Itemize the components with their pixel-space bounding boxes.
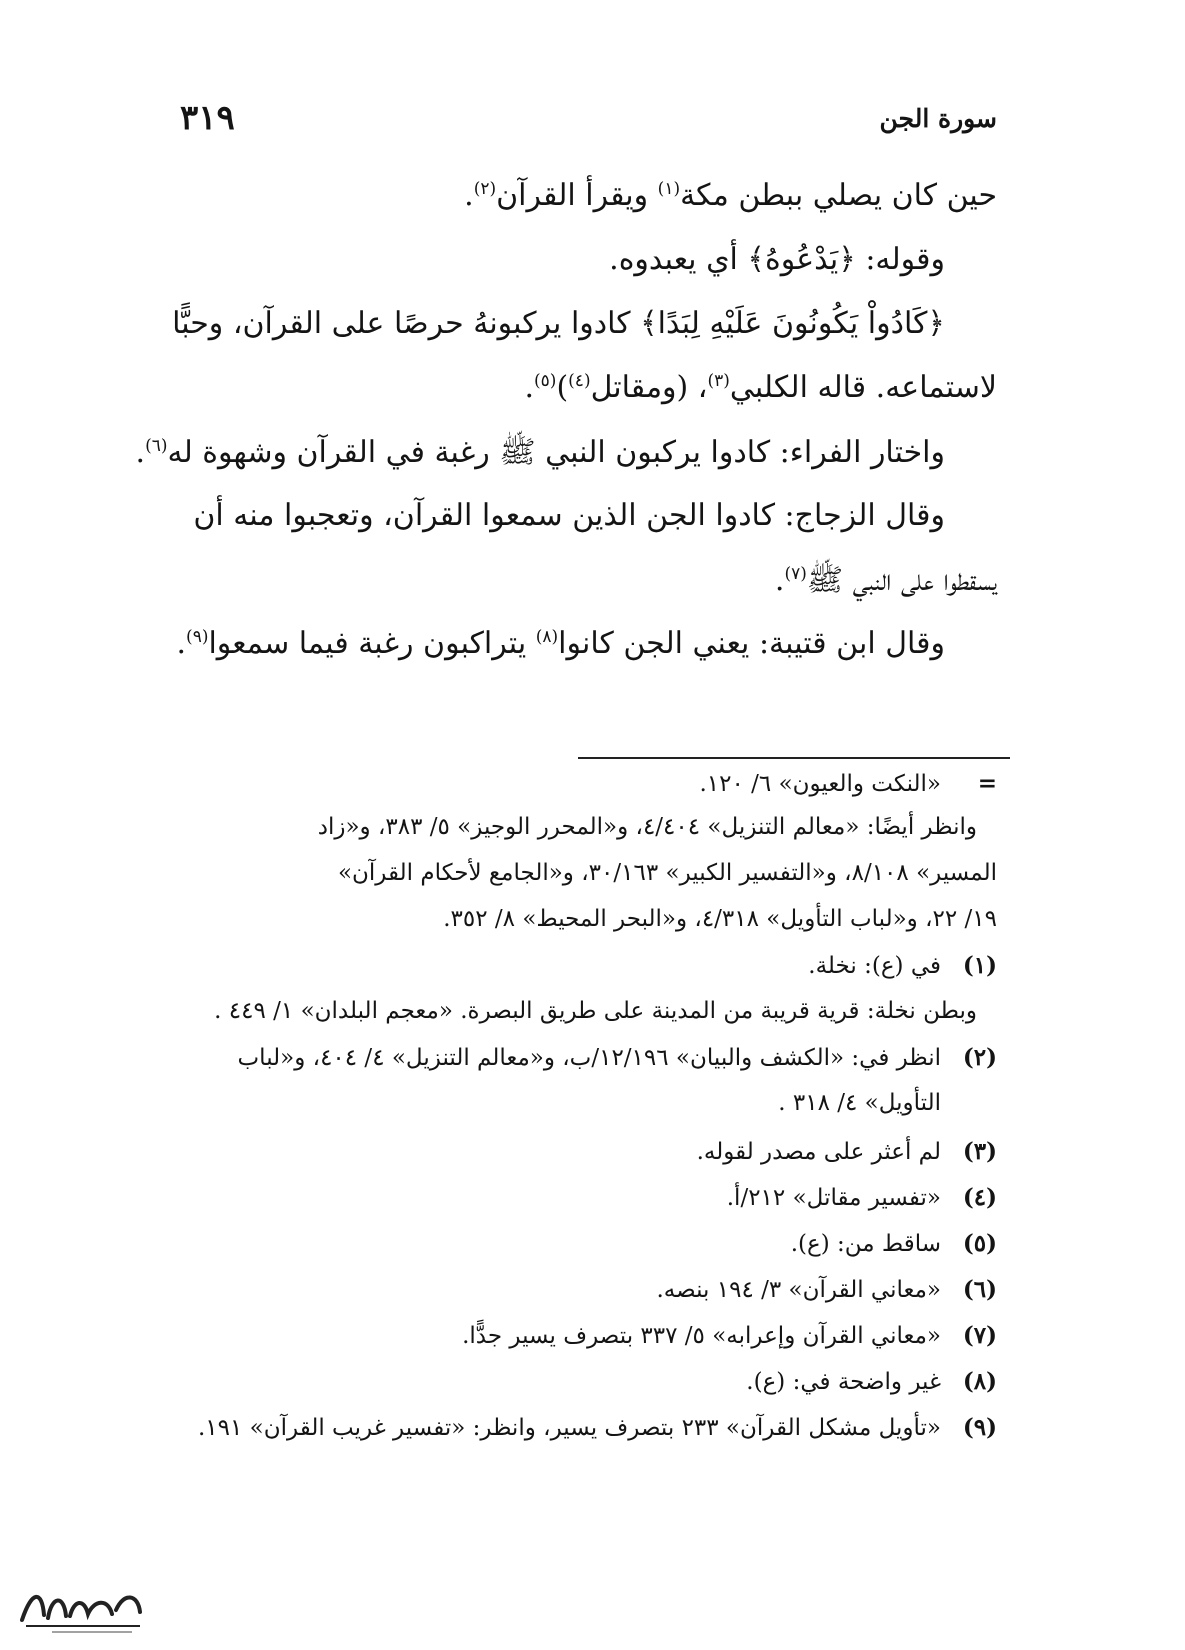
page-number: ٣١٩ [180, 98, 235, 138]
footnote-number: (١) [962, 952, 997, 979]
footnote-number: (٣) [962, 1138, 997, 1165]
footnote-number: (٤) [962, 1184, 997, 1211]
footnote-continuation: =«النكت والعيون» ٦/ ١٢٠. [699, 770, 997, 797]
page-header [180, 98, 997, 148]
footnote-ref[interactable]: (٧) [784, 564, 807, 584]
footnote-ref[interactable]: (٥) [534, 371, 557, 391]
footnote: (٩)«تأويل مشكل القرآن» ٢٣٣ بتصرف يسير، وانظر: «تفسير غريب القرآن» ١٩١. [197, 1414, 997, 1441]
footnote-number: (٩) [962, 1414, 997, 1441]
footnote: (٤)«تفسير مقاتل» ٢١٢/أ. [726, 1184, 997, 1211]
text-line: يسقطوا على النبي ﷺ$^{(٧)}$. [774, 563, 997, 598]
text-line: وقال الزجاج: كادوا الجن الذين سمعوا القرآن، وتعجبوا منه أن [193, 498, 945, 533]
footnote: (٢)انظر في: «الكشف والبيان» ١٢/١٩٦/ب، و«معالم التنزيل» ٤/ ٤٠٤، و«لباب [237, 1044, 997, 1071]
text-line: وقوله: ﴿يَدْعُوهُ﴾ أي يعبدوه. [609, 242, 945, 277]
text-line: وقال ابن قتيبة: يعني الجن كانوا$^{(٨)}$ يتراكبون رغبة فيما سمعوا$^{(٩)}$. [176, 626, 945, 661]
footnote-ref[interactable]: (٢) [473, 179, 497, 199]
footnote-ref[interactable]: (٤) [568, 371, 591, 391]
footnote-ref[interactable]: (١) [657, 179, 681, 199]
footnote: (٨)غير واضحة في: (ع). [746, 1368, 997, 1395]
footnote-number: (٥) [962, 1230, 997, 1257]
footnote-number: (٨) [962, 1368, 997, 1395]
footnote-line: التأويل» ٤/ ٣١٨ . [778, 1090, 941, 1116]
text-line: لاستماعه. قاله الكلبي$^{(٣)}$، (ومقاتل$^{(٤)}$)$^{(٥)}$. [524, 370, 997, 405]
footnote-line: المسير» ٨/١٠٨، و«التفسير الكبير» ٣٠/١٦٣، و«الجامع لأحكام القرآن» [337, 860, 997, 886]
footnote-ref[interactable]: (٨) [535, 627, 559, 647]
footnote-number: (٢) [962, 1044, 997, 1071]
continuation-marker: = [977, 770, 997, 797]
footnote: (٦)«معاني القرآن» ٣/ ١٩٤ بنصه. [656, 1276, 997, 1303]
footnote: (١)في (ع): نخلة. [808, 952, 997, 979]
footnote-line: وانظر أيضًا: «معالم التنزيل» ٤/٤٠٤، و«المحرر الوجيز» ٥/ ٣٨٣، و«زاد [317, 814, 977, 840]
surah-title: سورة الجن [879, 104, 997, 133]
footnote-ref[interactable]: (٩) [186, 627, 209, 647]
footnote: (٥)ساقط من: (ع). [790, 1230, 997, 1257]
footnote-ref[interactable]: (٦) [145, 436, 168, 456]
publisher-logo-watermark [12, 1570, 152, 1640]
footnote: (٣)لم أعثر على مصدر لقوله. [696, 1138, 997, 1165]
text-line: واختار الفراء: كادوا يركبون النبي ﷺ رغبة في القرآن وشهوة له$^{(٦)}$. [135, 435, 945, 470]
footnote-ref[interactable]: (٣) [707, 371, 730, 391]
text-line: ﴿كَادُواْ يَكُونُونَ عَلَيْهِ لِبَدًا﴾ كادوا يركبونهُ حرصًا على القرآن، وحبًّا [172, 306, 945, 341]
footnote-number: (٧) [962, 1322, 997, 1349]
footnote: (٧)«معاني القرآن وإعرابه» ٥/ ٣٣٧ بتصرف يسير جدًّا. [462, 1322, 997, 1349]
footnote-line: وبطن نخلة: قرية قريبة من المدينة على طريق البصرة. «معجم البلدان» ١/ ٤٤٩ . [214, 998, 977, 1024]
footnote-number: (٦) [962, 1276, 997, 1303]
text-line: حين كان يصلي ببطن مكة$^{(١)}$ ويقرأ القرآن$^{(٢)}$. [464, 178, 997, 213]
footnote-line: ١٩/ ٢٢، و«لباب التأويل» ٤/٣١٨، و«البحر المحيط» ٨/ ٣٥٢. [443, 906, 997, 932]
footnote-divider [578, 757, 1010, 759]
